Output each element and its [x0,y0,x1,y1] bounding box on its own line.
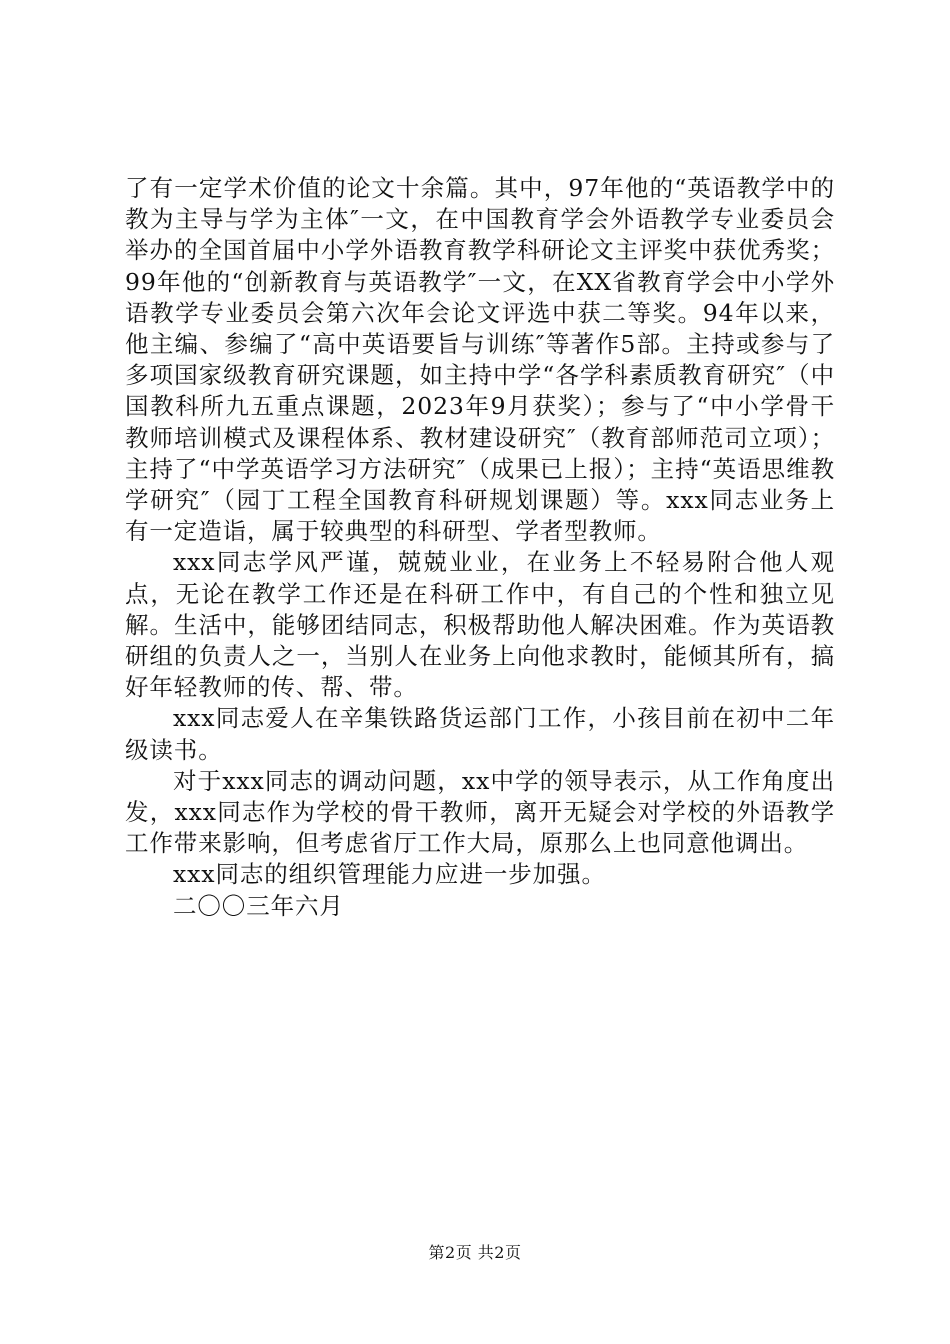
paragraph-family: xxx同志爱人在辛集铁路货运部门工作，小孩目前在初中二年级读书。 [125,704,835,764]
paragraph-transfer-opinion: 对于xxx同志的调动问题，xx中学的领导表示，从工作角度出发，xxx同志作为学校的骨干教师，离开无疑会对学校的外语教学工作带来影响，但考虑省厅工作大局，原那么上也同意他调出。 [125,766,835,858]
paragraph-improvement: xxx同志的组织管理能力应进一步加强。 [173,860,606,889]
document-body [125,173,835,922]
paragraph-work-style: xxx同志学风严谨，兢兢业业，在业务上不轻易附合他人观点，无论在教学工作还是在科研工作中，有自己的个性和独立见解。生活中，能够团结同志，积极帮助他人解决困难。作为英语教研组的负责人之一，当别人在业务上向他求教时，能倾其所有，搞好年轻教师的传、帮、带。 [125,548,835,702]
paragraph-research-achievements: 了有一定学术价值的论文十余篇。其中，97年他的“英语教学中的教为主导与学为主体″一文，在中国教育学会外语教学专业委员会举办的全国首届中小学外语教育教学科研论文主评奖中获优秀奖；99年他的“创新教育与英语教学″一文，在XX省教育学会中小学外语教学专业委员会第六次年会论文评选中获二等奖。94年以来，他主编、参编了“高中英语要旨与训练″等著作5部。主持或参与了多项国家级教育研究课题，如主持中学“各学科素质教育研究″（中国教科所九五重点课题，2023年9月获奖）；参与了“中小学骨干教师培训模式及课程体系、教材建设研究″（教育部师范司立项）；主持了“中学英语学习方法研究″（成果已上报）；主持“英语思维教学研究″（园丁工程全国教育科研规划课题）等。xxx同志业务上有一定造诣，属于较典型的科研型、学者型教师。 [125,174,835,546]
page-number-label: 第2页 共2页 [428,1243,522,1262]
page-footer [0,1243,950,1263]
document-date: 二〇〇三年六月 [173,891,344,920]
